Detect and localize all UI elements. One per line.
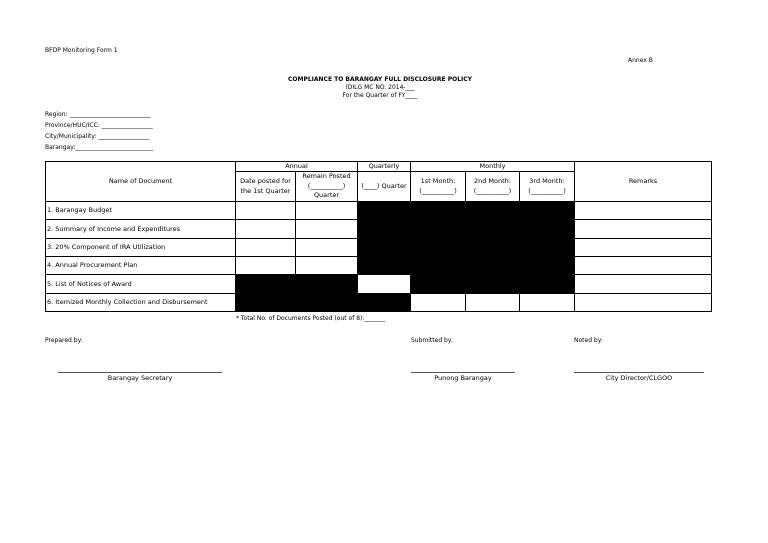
header-remain-posted — [296, 172, 358, 201]
shaded-cell — [520, 201, 575, 219]
header-month-1-line2: (__________) — [419, 186, 457, 195]
shaded-cell — [520, 219, 575, 238]
city-field: City/Municipality: _________________ — [45, 133, 150, 140]
shaded-cell — [358, 219, 411, 238]
shaded-cell — [466, 238, 520, 256]
total-documents-note: * Total No. of Documents Posted (out of 8):_______ — [236, 315, 386, 322]
remarks-cell — [575, 274, 712, 293]
header-month-2 — [466, 172, 520, 201]
page-title: COMPLIANCE TO BARANGAY FULL DISCLOSURE POLICY — [287, 76, 473, 83]
secretary-title: Barangay Secretary — [107, 374, 173, 382]
header-date-posted-line1: Date posted for — [240, 177, 291, 186]
header-quarterly: Quarterly — [358, 162, 411, 172]
annex-label: Annex B — [628, 57, 653, 64]
row-label: 1. Barangay Budget — [46, 201, 236, 219]
remarks-cell — [575, 201, 712, 219]
shaded-cell — [520, 274, 575, 293]
header-month-2-line1: 2nd Month: — [473, 177, 511, 186]
subtitle-quarter: For the Quarter of FY____ — [342, 92, 418, 99]
submitted-by-label: Submitted by: — [411, 337, 453, 344]
header-remain-posted-line3: Quarter — [313, 191, 340, 200]
cell — [296, 219, 358, 238]
cell — [296, 238, 358, 256]
table-row — [46, 274, 712, 293]
table-row — [46, 238, 712, 256]
header-month-1 — [411, 172, 466, 201]
shaded-cell — [466, 201, 520, 219]
director-signature-line — [574, 372, 704, 373]
director-title: City Director/CLGOO — [605, 374, 673, 382]
shaded-cell — [411, 238, 466, 256]
shaded-cell — [411, 274, 466, 293]
header-quarter-blank: (____) Quarter — [358, 172, 411, 201]
shaded-cell — [358, 293, 411, 311]
header-monthly: Monthly — [411, 162, 575, 172]
remarks-cell — [575, 219, 712, 238]
cell — [236, 256, 296, 274]
shaded-cell — [520, 238, 575, 256]
cell — [236, 238, 296, 256]
table-row — [46, 293, 712, 311]
shaded-cell — [358, 238, 411, 256]
table-row — [46, 219, 712, 238]
province-field: Province/HUC/ICC: _________________ — [45, 122, 153, 129]
header-month-3 — [520, 172, 575, 201]
form-code: BFDP Monitoring Form 1 — [45, 47, 118, 54]
cell — [236, 201, 296, 219]
prepared-by-label: Prepared by: — [45, 337, 83, 344]
header-month-2-line2: (__________) — [473, 186, 512, 195]
shaded-cell — [296, 274, 358, 293]
remarks-cell — [575, 256, 712, 274]
header-remarks: Remarks — [575, 162, 712, 202]
shaded-cell — [466, 274, 520, 293]
remarks-cell — [575, 238, 712, 256]
compliance-table — [45, 161, 712, 312]
shaded-cell — [358, 256, 411, 274]
cell — [236, 219, 296, 238]
row-label: 2. Summary of Income and Expenditures — [46, 219, 236, 238]
punong-signature-line — [411, 372, 515, 373]
secretary-signature-line — [58, 372, 222, 373]
cell — [358, 274, 411, 293]
header-month-3-line2: (__________) — [528, 186, 566, 195]
header-name-of-document: Name of Document — [46, 162, 236, 202]
header-remain-posted-line1: Remain Posted — [302, 172, 351, 181]
punong-title: Punong Barangay — [434, 374, 492, 382]
cell — [520, 293, 575, 311]
table-row — [46, 201, 712, 219]
header-month-1-line1: 1st Month: — [420, 177, 456, 186]
subtitle-memo: (DILG MC NO. 2014-___ — [345, 84, 415, 91]
shaded-cell — [411, 256, 466, 274]
row-label: 4. Annual Procurement Plan — [46, 256, 236, 274]
row-label: 3. 20% Component of IRA Utilization — [46, 238, 236, 256]
barangay-field: Barangay:__________________________ — [45, 144, 154, 151]
header-date-posted — [236, 172, 296, 201]
remarks-cell — [575, 293, 712, 311]
shaded-cell — [296, 293, 358, 311]
cell — [296, 256, 358, 274]
shaded-cell — [236, 274, 296, 293]
row-label: 5. List of Notices of Award — [46, 274, 236, 293]
cell — [296, 201, 358, 219]
shaded-cell — [358, 201, 411, 219]
shaded-cell — [466, 256, 520, 274]
header-annual: Annual — [236, 162, 358, 172]
noted-by-label: Noted by: — [574, 337, 603, 344]
region-field: Region: ___________________________ — [45, 111, 151, 118]
header-remain-posted-line2: (__________) — [307, 181, 346, 190]
header-month-3-line1: 3rd Month: — [529, 177, 565, 186]
shaded-cell — [411, 201, 466, 219]
table-row — [46, 256, 712, 274]
shaded-cell — [466, 219, 520, 238]
row-label: 6. Itemized Monthly Collection and Disbursement — [46, 293, 236, 311]
cell — [411, 293, 466, 311]
shaded-cell — [236, 293, 296, 311]
shaded-cell — [520, 256, 575, 274]
shaded-cell — [411, 219, 466, 238]
header-date-posted-line2: the 1st Quarter — [240, 186, 291, 195]
cell — [466, 293, 520, 311]
